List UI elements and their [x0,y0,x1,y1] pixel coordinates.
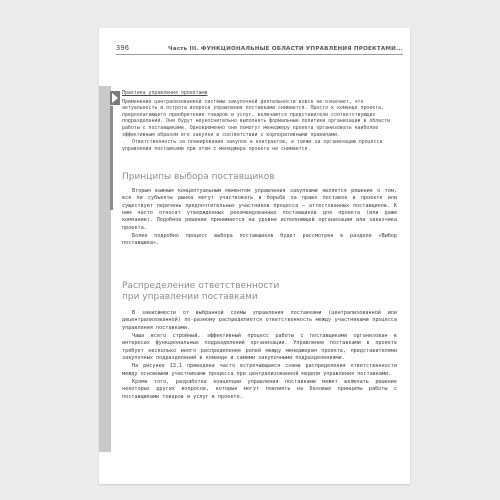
book-page [99,28,410,484]
play-marker-icon [110,91,120,105]
section-heading: Принципы выбора поставщиков [122,172,275,182]
section-body [122,310,397,402]
note-paragraph: Ответственность за планирование закупок и контрактов, а также за организацию процесса управления поставками при этом с менеджера проекта не снимается. [122,139,383,152]
page-header [116,44,403,52]
section-body [122,188,397,249]
body-paragraph: Кроме того, разработка концепции управления поставками может включать решение некоторых других вопросов, которые могут повлиять на базовые принципы работы с поставщиками товаров и услуг в проекте. [122,379,397,400]
running-head: Часть III. ФУНКЦИОНАЛЬНЫЕ ОБЛАСТИ УПРАВЛЕНИЯ ПРОЕКТАМИ... [168,46,403,52]
body-paragraph: На рисунке 13.1 приведена часто встречающаяся схема распределения ответственности между основными участниками процесса при централизованной модели управления поставками. [122,363,397,377]
section-heading-line: при управлении поставками [122,292,258,302]
page-number: 396 [116,44,130,52]
body-paragraph: Более подробно процесс выбора поставщиков будет рассмотрен в разделе «Выбор поставщика». [122,233,397,247]
header-rule [116,54,403,55]
section-heading-line: Распределение ответственности [122,281,280,291]
note-paragraph: Применение централизованной системы закупочной деятельности вовсе не означает, что актуальность и острота вопроса управления поставками снимается. Просто к команде проекта, предполагающего приобретение товаров и услуг, включаются представители соответствующих подразделений. Они будут неукоснительно выполнять формальные политики организации в области работы с поставщиками. Одновременно они помогут менеджеру проекта организовать наиболее эффективным образом его закупки в соответствии с корпоративными правилами. [122,98,390,138]
note-title: Практика управления проектами [122,90,208,96]
section-heading [122,281,397,303]
body-paragraph: Чаще всего стройный, эффективный процесс работы с поставщиками организован в интересах функциональных подразделений организации. Управление поставками в проекте требует несколько иного распределения ролей между менеджером проекта, представителями закупочных подразделений в команде и самими закупочными подразделениями. [122,333,397,362]
body-paragraph: Вторым важным концептуальным моментом управления закупками является решение о том, все ли субъекты рынка могут участвовать в борьбе за право поставок в проекте или существует перечень предпочтительных участников процесса — аттестованных поставщиков. К ним часто относят утвержденных рекомендованных поставщиков для проекта (или даже компании). Подобное решение принимается на уровне исполняющей организации или заказчика проекта. [122,188,397,231]
body-paragraph: В зависимости от выбранной схемы управления поставками (централизованной или децентрализованной) по-разному распределяется ответственность между участниками процесса управления поставками. [122,310,397,331]
practice-note-box [122,90,397,153]
note-side-bar [110,106,113,210]
